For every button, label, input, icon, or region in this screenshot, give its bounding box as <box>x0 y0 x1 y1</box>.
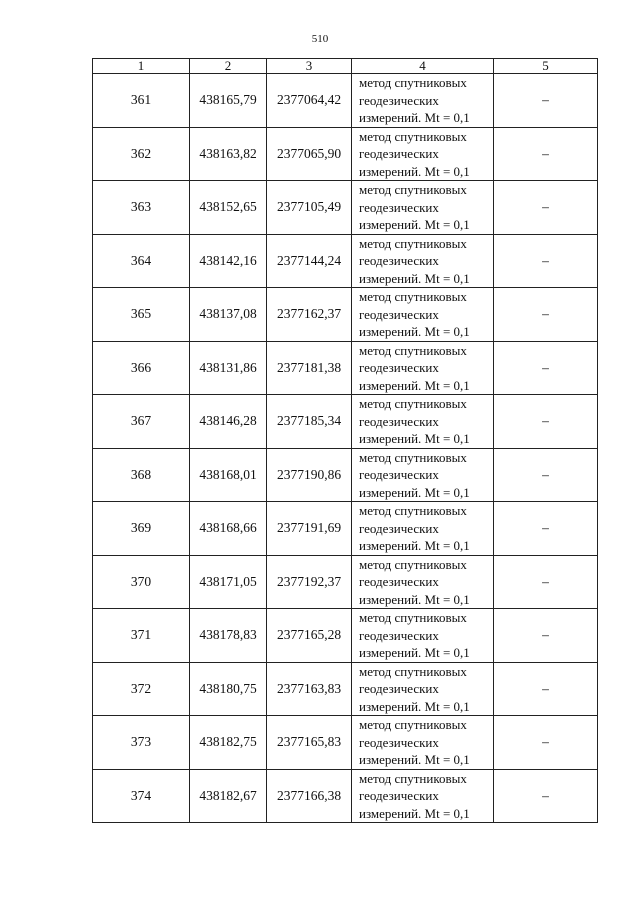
method-line-2: геодезических <box>359 574 439 589</box>
table-row <box>93 341 598 395</box>
coordinate-y: 2377192,37 <box>267 555 352 609</box>
method-cell <box>352 395 494 449</box>
point-number: 363 <box>93 181 190 235</box>
coordinate-x: 438146,28 <box>190 395 267 449</box>
point-number: 365 <box>93 288 190 342</box>
point-number: 367 <box>93 395 190 449</box>
method-line-3: измерений. Mt = 0,1 <box>359 431 470 446</box>
method-line-2: геодезических <box>359 306 439 322</box>
method-cell <box>352 181 494 235</box>
method-line-1: метод спутниковых <box>359 770 467 786</box>
coordinate-y: 2377144,24 <box>267 234 352 288</box>
point-number: 366 <box>93 341 190 395</box>
table-row <box>93 448 598 502</box>
method-line-2: геодезических <box>359 413 439 429</box>
table-row <box>93 769 598 823</box>
method-cell <box>352 716 494 770</box>
method-line-1: метод спутниковых <box>359 610 467 625</box>
coordinate-x: 438163,82 <box>190 127 267 181</box>
note-cell: – <box>494 395 598 449</box>
method-line-2: геодезических <box>359 467 439 482</box>
note-cell: – <box>494 74 598 128</box>
coordinate-x: 438182,67 <box>190 769 267 823</box>
method-line-3: измерений. Mt = 0,1 <box>359 324 470 339</box>
note-cell: – <box>494 609 598 663</box>
method-line-1: метод спутниковых <box>359 289 467 304</box>
column-header-5: 5 <box>494 59 598 74</box>
coordinate-y: 2377162,37 <box>267 288 352 342</box>
method-line-3: измерений. Mt = 0,1 <box>359 752 470 767</box>
method-line-3: измерений. Mt = 0,1 <box>359 217 470 232</box>
table-body <box>93 74 598 823</box>
point-number: 373 <box>93 716 190 770</box>
method-line-2: геодезических <box>359 199 439 215</box>
method-line-1: метод спутниковых <box>359 449 467 465</box>
method-line-3: измерений. Mt = 0,1 <box>359 270 470 286</box>
coordinate-y: 2377165,83 <box>267 716 352 770</box>
method-line-2: геодезических <box>359 92 439 108</box>
coordinate-x: 438142,16 <box>190 234 267 288</box>
table-row <box>93 395 598 449</box>
coordinate-y: 2377064,42 <box>267 74 352 128</box>
coordinate-y: 2377163,83 <box>267 662 352 716</box>
coordinate-x: 438137,08 <box>190 288 267 342</box>
method-line-1: метод спутниковых <box>359 235 467 251</box>
method-line-1: метод спутниковых <box>359 396 467 411</box>
coordinate-x: 438168,66 <box>190 502 267 556</box>
coordinate-y: 2377065,90 <box>267 127 352 181</box>
method-cell <box>352 555 494 609</box>
coordinate-y: 2377190,86 <box>267 448 352 502</box>
page-number: 510 <box>311 33 329 45</box>
coordinate-y: 2377185,34 <box>267 395 352 449</box>
method-line-3: измерений. Mt = 0,1 <box>359 805 470 821</box>
coordinate-y: 2377191,69 <box>267 502 352 556</box>
method-line-2: геодезических <box>359 146 439 161</box>
method-line-2: геодезических <box>359 788 439 803</box>
method-line-2: геодезических <box>359 627 439 643</box>
method-line-3: измерений. Mt = 0,1 <box>359 484 470 500</box>
method-cell <box>352 74 494 128</box>
point-number: 368 <box>93 448 190 502</box>
table-row <box>93 74 598 128</box>
method-line-3: измерений. Mt = 0,1 <box>359 645 470 660</box>
method-cell <box>352 127 494 181</box>
note-cell: – <box>494 716 598 770</box>
coordinate-y: 2377181,38 <box>267 341 352 395</box>
note-cell: – <box>494 769 598 823</box>
table-row <box>93 555 598 609</box>
method-line-2: геодезических <box>359 253 439 268</box>
method-cell <box>352 769 494 823</box>
coordinate-x: 438182,75 <box>190 716 267 770</box>
table-row <box>93 181 598 235</box>
coordinate-x: 438180,75 <box>190 662 267 716</box>
table-row <box>93 662 598 716</box>
method-line-3: измерений. Mt = 0,1 <box>359 110 470 125</box>
point-number: 370 <box>93 555 190 609</box>
method-line-2: геодезических <box>359 681 439 696</box>
method-line-2: геодезических <box>359 734 439 750</box>
note-cell: – <box>494 234 598 288</box>
method-line-1: метод спутниковых <box>359 182 467 197</box>
method-cell <box>352 288 494 342</box>
coordinate-y: 2377105,49 <box>267 181 352 235</box>
method-line-1: метод спутниковых <box>359 342 467 358</box>
note-cell: – <box>494 662 598 716</box>
column-header-1: 1 <box>93 59 190 74</box>
method-cell <box>352 609 494 663</box>
method-line-3: измерений. Mt = 0,1 <box>359 591 470 607</box>
method-line-3: измерений. Mt = 0,1 <box>359 163 470 179</box>
point-number: 374 <box>93 769 190 823</box>
method-line-1: метод спутниковых <box>359 663 467 679</box>
table-row <box>93 127 598 181</box>
method-line-2: геодезических <box>359 360 439 375</box>
method-cell <box>352 341 494 395</box>
note-cell: – <box>494 181 598 235</box>
point-number: 369 <box>93 502 190 556</box>
coordinate-x: 438152,65 <box>190 181 267 235</box>
note-cell: – <box>494 127 598 181</box>
method-line-3: измерений. Mt = 0,1 <box>359 538 470 553</box>
method-line-3: измерений. Mt = 0,1 <box>359 698 470 714</box>
coordinate-x: 438168,01 <box>190 448 267 502</box>
point-number: 372 <box>93 662 190 716</box>
coordinate-x: 438165,79 <box>190 74 267 128</box>
method-line-1: метод спутниковых <box>359 503 467 518</box>
coordinate-y: 2377166,38 <box>267 769 352 823</box>
note-cell: – <box>494 341 598 395</box>
coordinates-table <box>92 58 598 823</box>
coordinate-x: 438178,83 <box>190 609 267 663</box>
coordinate-y: 2377165,28 <box>267 609 352 663</box>
method-line-1: метод спутниковых <box>359 75 467 90</box>
table-row <box>93 716 598 770</box>
method-line-2: геодезических <box>359 520 439 536</box>
column-header-4: 4 <box>352 59 494 74</box>
method-cell <box>352 448 494 502</box>
point-number: 371 <box>93 609 190 663</box>
note-cell: – <box>494 555 598 609</box>
point-number: 361 <box>93 74 190 128</box>
table-row <box>93 288 598 342</box>
method-cell <box>352 502 494 556</box>
table-row <box>93 609 598 663</box>
table-row <box>93 234 598 288</box>
note-cell: – <box>494 502 598 556</box>
table-row <box>93 502 598 556</box>
point-number: 364 <box>93 234 190 288</box>
point-number: 362 <box>93 127 190 181</box>
coordinate-x: 438131,86 <box>190 341 267 395</box>
column-header-2: 2 <box>190 59 267 74</box>
table-header-row <box>93 59 598 74</box>
column-header-3: 3 <box>267 59 352 74</box>
method-cell <box>352 662 494 716</box>
method-cell <box>352 234 494 288</box>
method-line-1: метод спутниковых <box>359 556 467 572</box>
coordinate-x: 438171,05 <box>190 555 267 609</box>
method-line-3: измерений. Mt = 0,1 <box>359 377 470 393</box>
method-line-1: метод спутниковых <box>359 717 467 732</box>
note-cell: – <box>494 448 598 502</box>
note-cell: – <box>494 288 598 342</box>
method-line-1: метод спутниковых <box>359 128 467 144</box>
